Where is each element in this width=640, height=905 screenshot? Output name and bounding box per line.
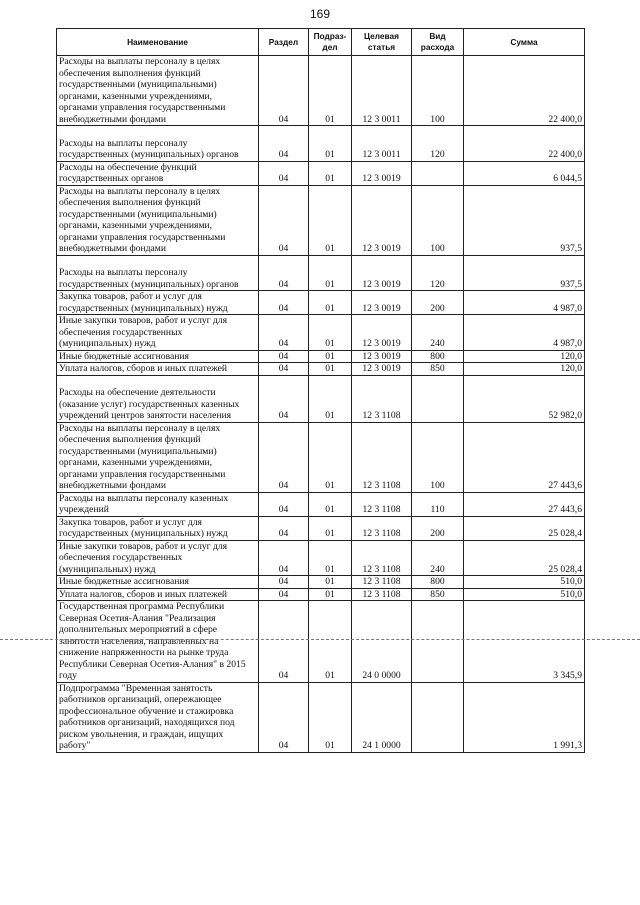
row-name: Расходы на выплаты персоналу в целях обеспечения выполнения функций государственными (муниципальными) органами, казенными учреждениями, органами управления государственными внебюджетными фондами — [57, 56, 259, 126]
row-expense-type: 100 — [412, 422, 464, 492]
row-subsection: 01 — [309, 291, 352, 315]
row-target: 12 3 0019 — [352, 350, 412, 363]
table-row — [57, 315, 585, 351]
row-section: 04 — [259, 682, 309, 752]
row-target: 12 3 1108 — [352, 492, 412, 516]
row-name: Расходы на обеспечение функций государственных органов — [57, 161, 259, 185]
row-amount: 937,5 — [464, 185, 585, 255]
row-name: Подпрограмма "Временная занятость работников организаций, опережающее профессиональное обучение и стажировка работников организаций, находящихся под риском увольнения, и граждан, ищущих работу" — [57, 682, 259, 752]
row-name: Закупка товаров, работ и услуг для государственных (муниципальных) нужд — [57, 291, 259, 315]
table-body — [57, 56, 585, 753]
row-expense-type: 200 — [412, 516, 464, 540]
row-target: 12 3 0019 — [352, 363, 412, 376]
row-amount: 1 991,3 — [464, 682, 585, 752]
row-section: 04 — [259, 601, 309, 683]
row-expense-type: 800 — [412, 350, 464, 363]
row-section: 04 — [259, 185, 309, 255]
row-subsection: 01 — [309, 576, 352, 589]
row-name: Государственная программа Республики Северная Осетия-Алания "Реализация дополнительных мероприятий в сфере занятости населения, направленных на снижение напряженности на рынке труда Республики Северная Осетия-Алания" в 2015 году — [57, 601, 259, 683]
row-amount: 937,5 — [464, 255, 585, 291]
row-subsection: 01 — [309, 56, 352, 126]
row-amount: 510,0 — [464, 576, 585, 589]
row-name: Расходы на выплаты персоналу казенных учреждений — [57, 492, 259, 516]
table-row — [57, 422, 585, 492]
row-target: 12 3 0019 — [352, 255, 412, 291]
row-target: 12 3 0019 — [352, 315, 412, 351]
header-target: Целевая статья — [352, 29, 412, 56]
scan-cut-line — [0, 639, 640, 640]
row-name: Закупка товаров, работ и услуг для государственных (муниципальных) нужд — [57, 516, 259, 540]
row-section: 04 — [259, 315, 309, 351]
row-target: 24 0 0000 — [352, 601, 412, 683]
row-subsection: 01 — [309, 161, 352, 185]
table-row — [57, 291, 585, 315]
row-target: 12 3 1108 — [352, 516, 412, 540]
table-row — [57, 363, 585, 376]
table-row — [57, 126, 585, 162]
header-name: Наименование — [57, 29, 259, 56]
row-expense-type — [412, 682, 464, 752]
row-target: 12 3 1108 — [352, 422, 412, 492]
row-name: Иные закупки товаров, работ и услуг для обеспечения государственных (муниципальных) нужд — [57, 315, 259, 351]
row-subsection: 01 — [309, 126, 352, 162]
table-row — [57, 350, 585, 363]
row-expense-type — [412, 161, 464, 185]
table-row — [57, 601, 585, 683]
row-amount: 510,0 — [464, 588, 585, 601]
row-section: 04 — [259, 255, 309, 291]
row-target: 12 3 1108 — [352, 588, 412, 601]
row-name: Иные бюджетные ассигнования — [57, 576, 259, 589]
row-subsection: 01 — [309, 363, 352, 376]
row-amount: 22 400,0 — [464, 126, 585, 162]
row-name: Расходы на обеспечение деятельности (оказание услуг) государственных казенных учреждений центров занятости населения — [57, 375, 259, 422]
row-target: 12 3 0019 — [352, 185, 412, 255]
row-section: 04 — [259, 516, 309, 540]
row-subsection: 01 — [309, 601, 352, 683]
row-section: 04 — [259, 291, 309, 315]
row-target: 12 3 1108 — [352, 576, 412, 589]
header-section: Раздел — [259, 29, 309, 56]
row-section: 04 — [259, 363, 309, 376]
row-subsection: 01 — [309, 682, 352, 752]
row-expense-type: 240 — [412, 540, 464, 576]
row-name: Иные бюджетные ассигнования — [57, 350, 259, 363]
row-subsection: 01 — [309, 422, 352, 492]
row-name: Уплата налогов, сборов и иных платежей — [57, 363, 259, 376]
row-section: 04 — [259, 350, 309, 363]
table-row — [57, 588, 585, 601]
table-row — [57, 161, 585, 185]
row-amount: 27 443,6 — [464, 492, 585, 516]
row-section: 04 — [259, 576, 309, 589]
row-name: Уплата налогов, сборов и иных платежей — [57, 588, 259, 601]
page-number: 169 — [309, 7, 331, 21]
row-target: 12 3 0011 — [352, 126, 412, 162]
row-section: 04 — [259, 588, 309, 601]
row-section: 04 — [259, 126, 309, 162]
table-row — [57, 540, 585, 576]
table-row — [57, 255, 585, 291]
row-expense-type: 200 — [412, 291, 464, 315]
row-expense-type: 110 — [412, 492, 464, 516]
row-expense-type: 120 — [412, 255, 464, 291]
row-subsection: 01 — [309, 375, 352, 422]
row-name: Расходы на выплаты персоналу государственных (муниципальных) органов — [57, 255, 259, 291]
row-amount: 4 987,0 — [464, 291, 585, 315]
header-row — [57, 29, 585, 56]
table-row — [57, 375, 585, 422]
row-expense-type — [412, 375, 464, 422]
row-amount: 120,0 — [464, 350, 585, 363]
row-name: Расходы на выплаты персоналу в целях обеспечения выполнения функций государственными (муниципальными) органами, казенными учреждениями, органами управления государственными внебюджетными фондами — [57, 185, 259, 255]
row-name: Расходы на выплаты персоналу в целях обеспечения выполнения функций государственными (муниципальными) органами, казенными учреждениями, органами управления государственными внебюджетными фондами — [57, 422, 259, 492]
row-expense-type: 120 — [412, 126, 464, 162]
row-amount: 6 044,5 — [464, 161, 585, 185]
row-subsection: 01 — [309, 588, 352, 601]
row-expense-type: 100 — [412, 56, 464, 126]
row-expense-type: 850 — [412, 588, 464, 601]
row-section: 04 — [259, 540, 309, 576]
table-row — [57, 185, 585, 255]
table-row — [57, 516, 585, 540]
row-section: 04 — [259, 492, 309, 516]
row-target: 12 3 1108 — [352, 540, 412, 576]
table-row — [57, 56, 585, 126]
row-amount: 52 982,0 — [464, 375, 585, 422]
row-subsection: 01 — [309, 540, 352, 576]
row-subsection: 01 — [309, 255, 352, 291]
row-subsection: 01 — [309, 185, 352, 255]
table-row — [57, 576, 585, 589]
row-subsection: 01 — [309, 315, 352, 351]
row-expense-type: 240 — [412, 315, 464, 351]
row-name: Иные закупки товаров, работ и услуг для обеспечения государственных (муниципальных) нужд — [57, 540, 259, 576]
row-subsection: 01 — [309, 516, 352, 540]
row-amount: 4 987,0 — [464, 315, 585, 351]
row-target: 12 3 1108 — [352, 375, 412, 422]
row-amount: 25 028,4 — [464, 516, 585, 540]
header-expense-type: Вид расхода — [412, 29, 464, 56]
row-expense-type: 850 — [412, 363, 464, 376]
row-target: 12 3 0019 — [352, 291, 412, 315]
row-expense-type: 800 — [412, 576, 464, 589]
row-target: 24 1 0000 — [352, 682, 412, 752]
row-amount: 3 345,9 — [464, 601, 585, 683]
row-target: 12 3 0019 — [352, 161, 412, 185]
row-amount: 120,0 — [464, 363, 585, 376]
row-section: 04 — [259, 161, 309, 185]
row-section: 04 — [259, 56, 309, 126]
header-amount: Сумма — [464, 29, 585, 56]
row-subsection: 01 — [309, 350, 352, 363]
row-amount: 25 028,4 — [464, 540, 585, 576]
row-amount: 27 443,6 — [464, 422, 585, 492]
header-subsection: Подраз- дел — [309, 29, 352, 56]
row-amount: 22 400,0 — [464, 56, 585, 126]
row-name: Расходы на выплаты персоналу государственных (муниципальных) органов — [57, 126, 259, 162]
row-section: 04 — [259, 375, 309, 422]
row-expense-type: 100 — [412, 185, 464, 255]
table-row — [57, 492, 585, 516]
table-row — [57, 682, 585, 752]
row-subsection: 01 — [309, 492, 352, 516]
row-expense-type — [412, 601, 464, 683]
row-section: 04 — [259, 422, 309, 492]
budget-table — [56, 28, 585, 753]
row-target: 12 3 0011 — [352, 56, 412, 126]
